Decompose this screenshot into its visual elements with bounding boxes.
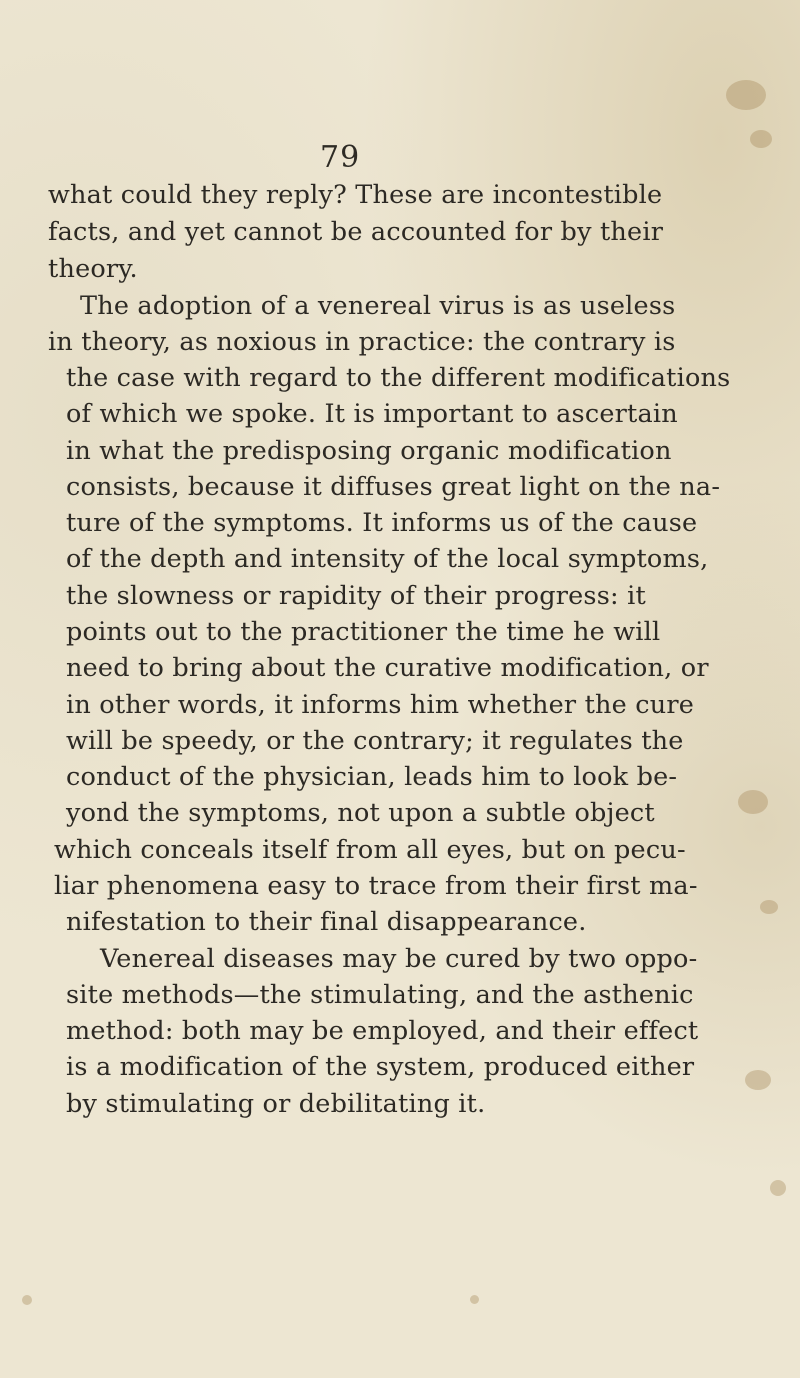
text-line: will be speedy, or the contrary; it regulates the — [66, 726, 684, 756]
text-line: what could they reply? These are incontestible — [48, 180, 663, 210]
text-line: points out to the practitioner the time he will — [66, 617, 661, 647]
text-line: liar phenomena easy to trace from their first ma- — [54, 871, 698, 901]
text-line: The adoption of a venereal virus is as useless — [80, 291, 676, 321]
text-line: in what the predisposing organic modification — [66, 436, 672, 466]
foxing-spot — [22, 1295, 32, 1305]
text-line: ture of the symptoms. It informs us of the cause — [66, 508, 698, 538]
text-line: Venereal diseases may be cured by two oppo- — [100, 944, 698, 974]
text-line: consists, because it diffuses great light on the na- — [66, 472, 721, 502]
page-number: 79 — [320, 140, 361, 175]
foxing-spot — [760, 900, 778, 914]
text-line: method: both may be employed, and their effect — [66, 1016, 699, 1046]
foxing-spot — [726, 80, 766, 110]
text-line: nifestation to their final disappearance. — [66, 907, 587, 937]
text-line: the slowness or rapidity of their progress: it — [66, 581, 646, 611]
text-line: is a modification of the system, produced either — [66, 1052, 695, 1082]
text-line: of the depth and intensity of the local symptoms, — [66, 544, 709, 574]
foxing-spot — [738, 790, 768, 814]
text-line: theory. — [48, 254, 138, 284]
text-line: of which we spoke. It is important to ascertain — [66, 399, 678, 429]
text-line: the case with regard to the different modifications — [66, 363, 731, 393]
text-line: conduct of the physician, leads him to look be- — [66, 762, 678, 792]
foxing-spot — [750, 130, 772, 148]
text-line: facts, and yet cannot be accounted for by their — [48, 217, 664, 247]
text-line: need to bring about the curative modification, or — [66, 653, 709, 683]
text-line: in theory, as noxious in practice: the contrary is — [48, 327, 676, 357]
text-line: in other words, it informs him whether the cure — [66, 690, 695, 720]
text-line: yond the symptoms, not upon a subtle object — [66, 798, 655, 828]
text-line: which conceals itself from all eyes, but on pecu- — [54, 835, 686, 865]
text-line: by stimulating or debilitating it. — [66, 1089, 486, 1119]
text-line: site methods—the stimulating, and the asthenic — [66, 980, 694, 1010]
foxing-spot — [745, 1070, 771, 1090]
foxing-spot — [770, 1180, 786, 1196]
foxing-spot — [470, 1295, 479, 1304]
